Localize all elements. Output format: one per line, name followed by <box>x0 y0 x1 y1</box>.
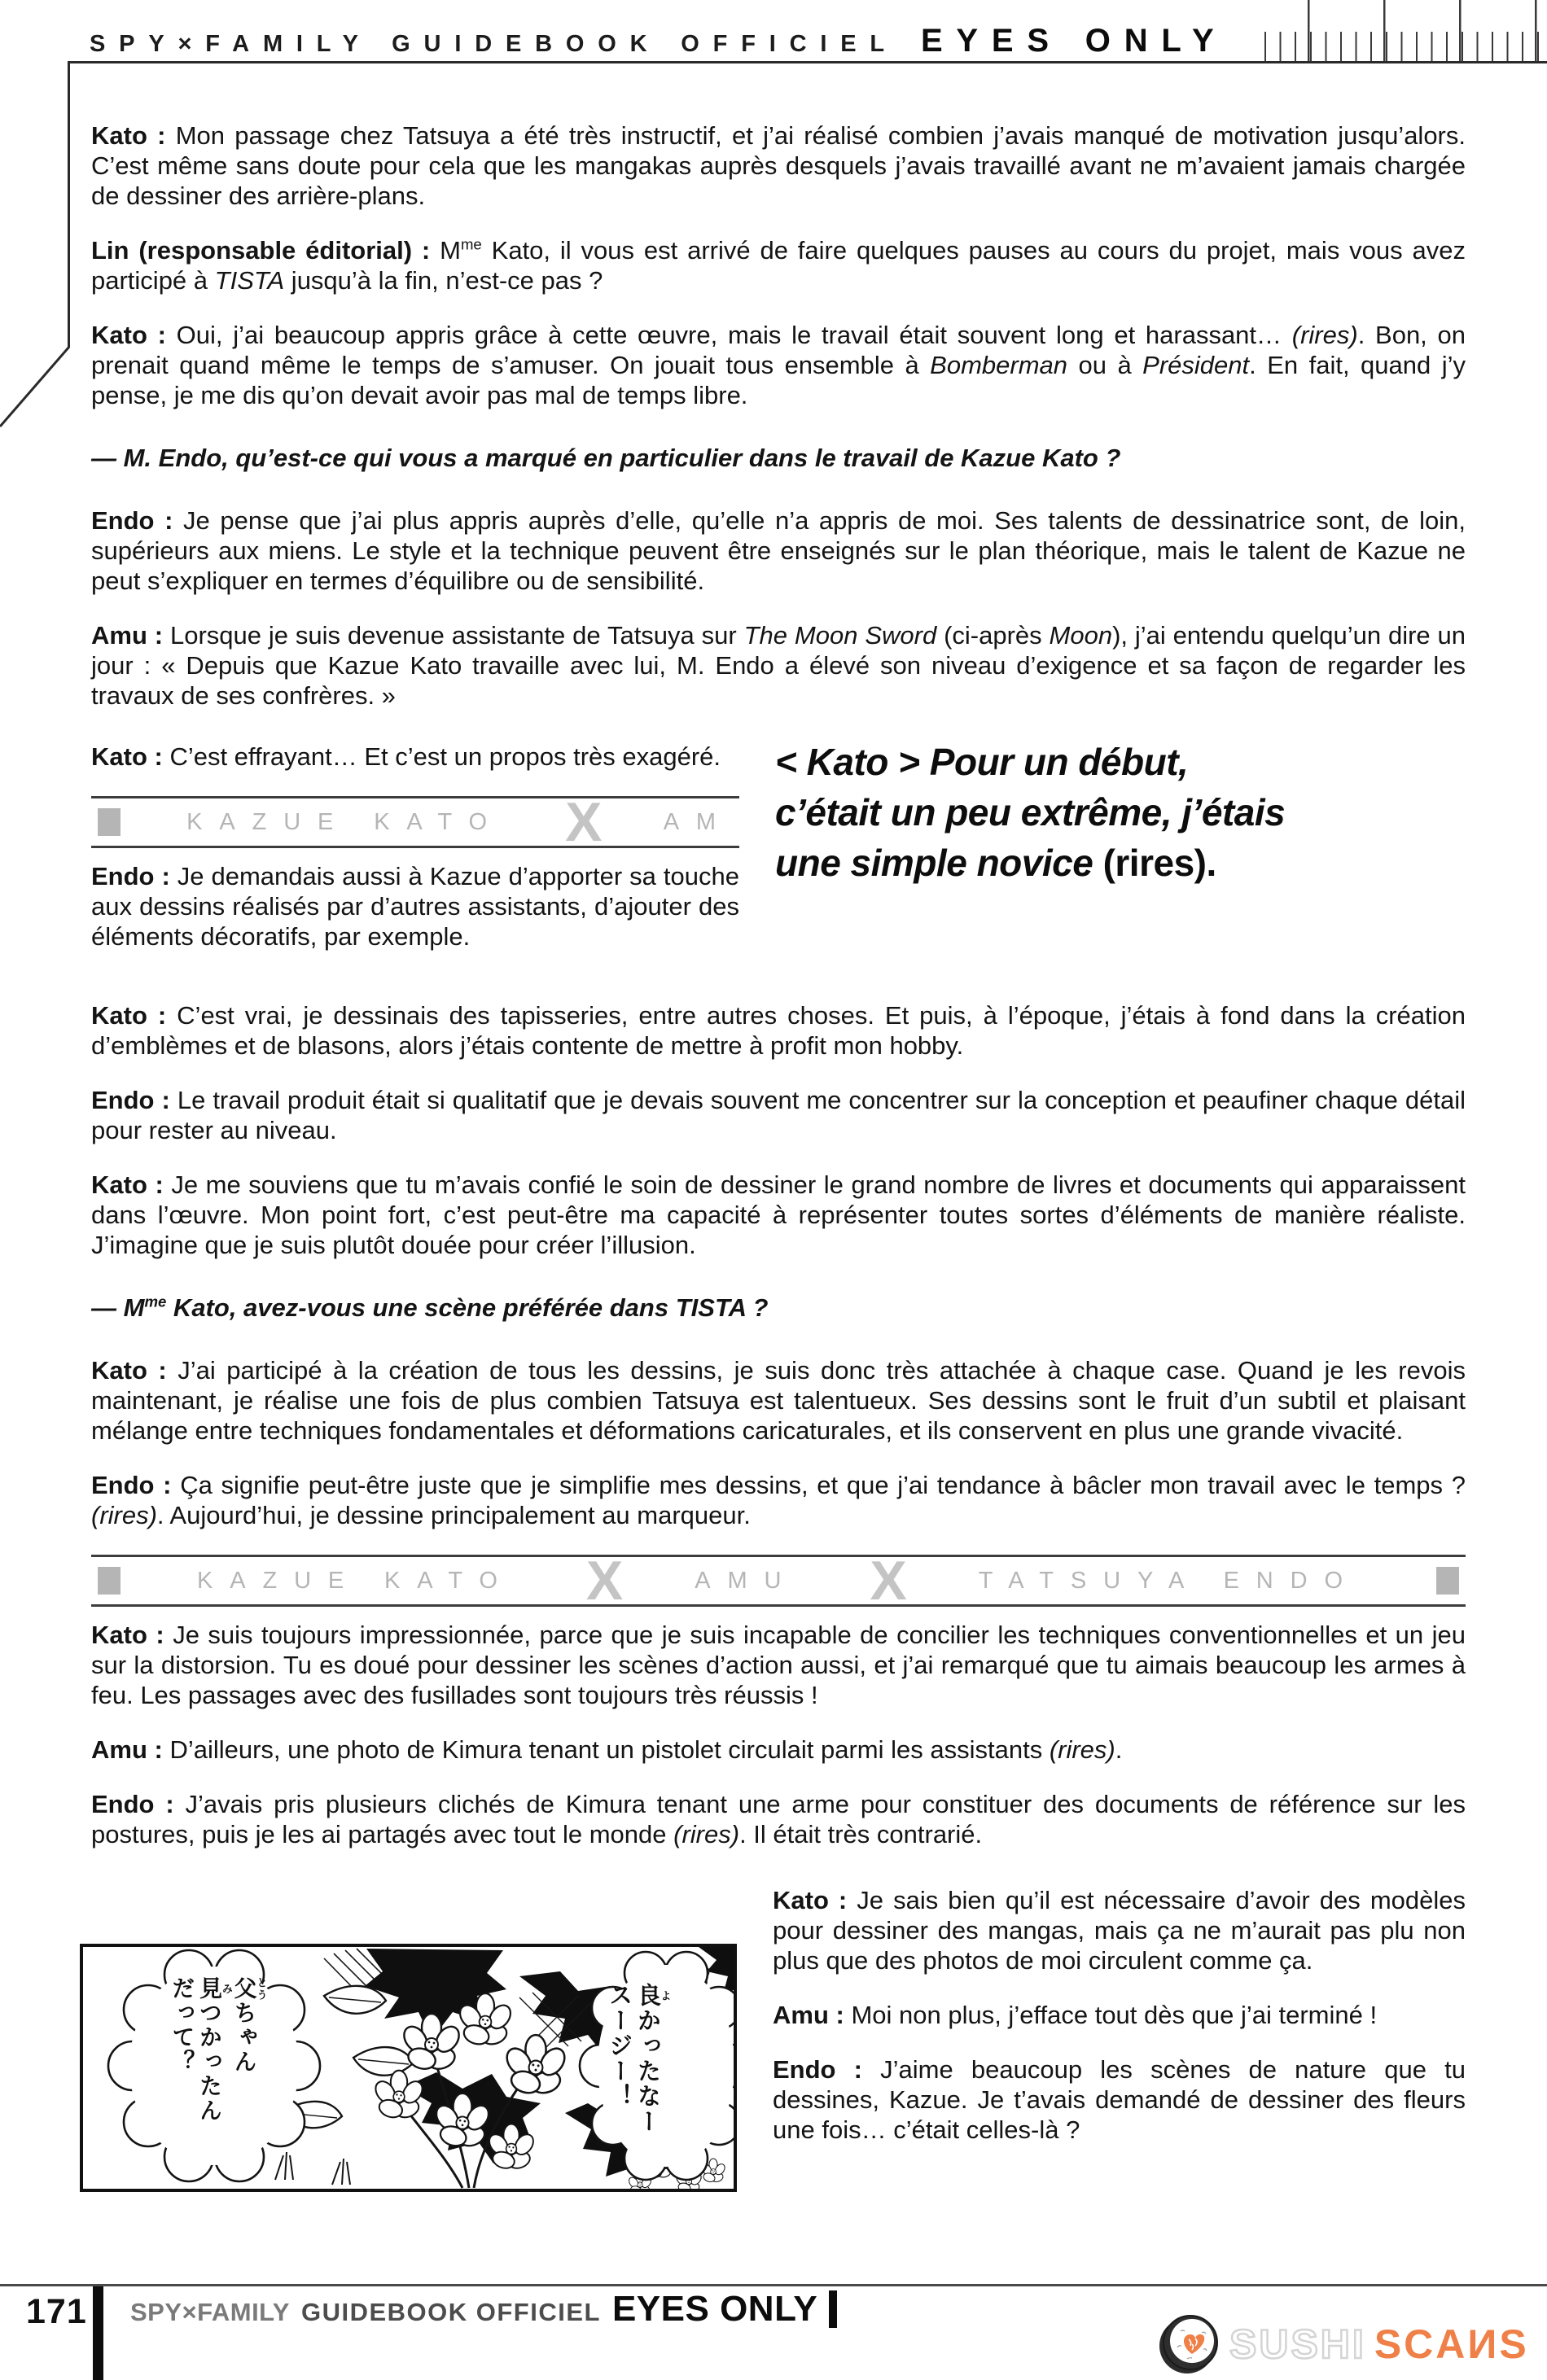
footer-eyes-only-stamp: EYES ONLY <box>611 2289 818 2329</box>
banner-name: TATSUYA ENDO <box>978 1567 1360 1594</box>
banner-name: KAZUE KATO <box>197 1567 515 1594</box>
text-segment: Ça signifie peut-être juste que je simplifie mes dessins, et que j’ai tendance à bâcler mon travail avec le temps ? <box>180 1471 1466 1499</box>
text-segment: me <box>144 1293 167 1310</box>
text-segment: The Moon Sword <box>743 621 937 650</box>
speaker-label: Endo : <box>91 1471 181 1499</box>
text-segment: J’avais pris plusieurs clichés de Kimura tenant une arme pour constituer des documents de référence sur les postures, puis je les ai partagés avec tout le monde <box>91 1790 1466 1848</box>
text-segment: Kato, avez-vous une scène préférée dans <box>166 1293 676 1322</box>
text-segment: (ci-après <box>936 621 1050 650</box>
speaker-label: Endo : <box>91 1086 177 1114</box>
speech-bubble-right-text: 良よかったなー スージー！ <box>606 1983 672 2134</box>
text-segment: Je demandais aussi à Kazue d’apporter sa touche aux dessins réalisés par d’autres assistants, d’ajouter des éléments décoratifs, par exemple. <box>91 862 739 951</box>
section-banner <box>91 791 739 853</box>
text-segment: (rires) <box>91 1501 157 1529</box>
interview-paragraph-endo <box>91 861 739 952</box>
header-rule <box>68 61 1547 63</box>
interview-top-blocks <box>91 120 1466 711</box>
footer-title-line <box>130 2289 837 2330</box>
speaker-label: Lin (responsable éditorial) : <box>91 236 440 265</box>
page-number: 171 <box>26 2292 87 2331</box>
text-segment: Bomberman <box>930 351 1068 379</box>
speaker-label: Kato : <box>91 742 170 771</box>
interview-paragraph-kato <box>91 320 1466 410</box>
speaker-label: Kato : <box>91 321 177 349</box>
banner-x-separator-icon: X <box>870 1550 907 1612</box>
text-segment: M <box>440 236 461 265</box>
scanlation-logo <box>1156 2312 1529 2377</box>
margin-diagonal-line <box>0 344 73 431</box>
interview-paragraph-endo <box>91 1789 1466 1849</box>
interview-paragraph-kato <box>91 1620 1466 1710</box>
banner-name: AM <box>663 808 733 835</box>
text-segment: Moon <box>1049 621 1113 650</box>
text-segment: (rires). <box>1102 842 1216 884</box>
bottom-right-column <box>773 1879 1466 2196</box>
ruler-ticks-tall-icon <box>1308 0 1545 61</box>
two-column-right <box>775 735 1466 976</box>
two-column-left <box>91 735 739 976</box>
text-segment: J’ai participé à la création de tous les dessins, je suis donc très attachée à chaque case. Quand je les revois maintenant, je réalise une fois de plus combien Tatsuya est talentueux. Ses dessins sont le fruit d’un subtil et plaisant mélange entre techniques fondamentales et déformations caricaturales, et ils conservent en plus une grande vivacité. <box>91 1356 1466 1445</box>
text-segment: (rires) <box>1291 321 1358 349</box>
interview-paragraph-kato <box>91 1000 1466 1061</box>
speaker-label: Amu : <box>773 2001 852 2029</box>
footer-end-bar <box>829 2290 837 2328</box>
interview-paragraph-endo <box>773 2054 1466 2145</box>
margin-vertical-line <box>68 61 70 348</box>
sushi-roll-icon <box>1156 2312 1221 2377</box>
speech-bubble-left-text: 父とうちゃん 見みつかったん だって？ <box>169 1976 268 2123</box>
interviewer-question <box>91 1293 1466 1323</box>
text-segment: J’aime beaucoup les scènes de nature que tu dessines, Kazue. Je t’avais demandé de dessiner des fleurs une fois… c’était celles-là ? <box>773 2055 1466 2144</box>
banner-x-separator-icon: X <box>565 791 603 853</box>
interview-paragraph-endo <box>91 1470 1466 1530</box>
interview-paragraph-endo <box>91 1085 1466 1145</box>
bottom-section <box>91 1879 1466 2196</box>
text-segment: Le travail produit était si qualitatif que je devais souvent me concentrer sur la conception et peaufiner chaque détail pour rester au niveau. <box>91 1086 1466 1144</box>
header-brand-title: SPY×FAMILY GUIDEBOOK OFFICIEL <box>90 31 898 57</box>
furigana-ruby: 良よ <box>634 1983 672 2008</box>
interview-paragraph-amu <box>773 2000 1466 2030</box>
text-segment: (rires) <box>1049 1735 1115 1764</box>
speaker-label: Endo : <box>91 862 177 890</box>
text-segment: D’ailleurs, une photo de Kimura tenant un pistolet circulait parmi les assistants <box>169 1735 1050 1764</box>
text-segment: . <box>1115 1735 1123 1764</box>
text-segment: TISTA <box>675 1293 746 1322</box>
speaker-label: Kato : <box>773 1886 857 1914</box>
text-segment: — M. Endo, qu’est-ce qui vous a marqué en particulier dans le travail de Kazue Kato ? <box>91 444 1121 472</box>
logo-word-sushi: SUSHI <box>1229 2321 1366 2367</box>
text-segment: Lorsque je suis devenue assistante de Tatsuya sur <box>169 621 744 650</box>
furigana-ruby: 見み <box>197 1976 233 2001</box>
page-header <box>90 23 1227 59</box>
footer-brand-subtitle: GUIDEBOOK OFFICIEL <box>300 2298 601 2326</box>
interview-mid-blocks <box>91 1000 1466 1849</box>
text-segment: . Bon, on prenait quand même le temps de s’amuser. On jouait tous ensemble à <box>91 321 1466 379</box>
interview-paragraph-kato <box>91 1355 1466 1446</box>
banner-x-separator-icon: X <box>585 1550 624 1612</box>
interview-paragraph-amu <box>91 620 1466 711</box>
text-segment: Je me souviens que tu m’avais confié le soin de dessiner le grand nombre de livres et documents qui apparaissent dans l’œuvre. Mon point fort, c’est peut-être ma capacité à représenter toutes sortes d’éléments de manière réaliste. J’imagine que je suis plutôt douée pour créer l’illusion. <box>91 1170 1466 1259</box>
speaker-label: Endo : <box>91 1790 186 1818</box>
header-eyes-only-stamp: EYES ONLY <box>920 23 1228 59</box>
interview-paragraph-amu <box>91 1735 1466 1765</box>
text-segment: ou à <box>1067 351 1143 379</box>
text-segment: TISTA <box>214 266 285 295</box>
text-segment: une simple novice <box>775 842 1103 884</box>
text-segment: ? <box>745 1293 769 1322</box>
pull-quote <box>775 737 1466 888</box>
banner-square-icon <box>1436 1567 1459 1595</box>
banner-name: AMU <box>695 1567 799 1594</box>
footer-rule <box>0 2284 1547 2286</box>
logo-word-scans: SCAИS <box>1374 2321 1529 2367</box>
interview-paragraph-kato <box>91 120 1466 211</box>
speaker-label: Kato : <box>91 1621 173 1649</box>
speaker-label: Kato : <box>91 1356 178 1385</box>
text-segment: . En fait, quand j’y pense, je me dis qu’on devait avoir pas mal de temps libre. <box>91 351 1466 409</box>
text-segment: c’était un peu extrême, j’étais <box>775 791 1286 833</box>
interview-paragraph-endo <box>91 505 1466 596</box>
speaker-label: Kato : <box>91 1001 177 1030</box>
speaker-label: Endo : <box>91 506 184 535</box>
interview-paragraph-kato <box>773 1885 1466 1975</box>
text-segment: — M <box>91 1293 145 1322</box>
speaker-label: Kato : <box>91 121 176 150</box>
interview-paragraph-kato <box>91 1170 1466 1260</box>
speaker-label: Endo : <box>773 2055 881 2084</box>
text-segment: . Il était très contrarié. <box>739 1820 983 1848</box>
text-segment: ), j’ai entendu quelqu’un dire un jour : « Depuis que Kazue Kato travaille avec lui, M. Endo a élevé son niveau d’exigence et sa façon de regarder les travaux de ses confrères. » <box>91 621 1466 710</box>
text-segment: jusqu’à la fin, n’est-ce pas ? <box>284 266 603 295</box>
text-segment: Je pense que j’ai plus appris auprès d’elle, qu’elle n’a appris de moi. Ses talents de dessinatrice sont, de loin, supérieurs aux miens. Le style et la technique peuvent être enseignés sur le plan théorique, mais le talent de Kazue ne peut s’expliquer en termes d’équilibre ou de sensibilité. <box>91 506 1466 595</box>
speaker-label: Amu : <box>91 621 170 650</box>
text-segment: Mon passage chez Tatsuya a été très instructif, et j’ai réalisé combien j’avais manqué de motivation jusqu’alors. C’est même sans doute pour cela que les mangakas auprès desquels j’avais travaillé avant ne m’avaient jamais chargée de dessiner des arrière-plans. <box>91 121 1466 210</box>
text-segment: Oui, j’ai beaucoup appris grâce à cette œuvre, mais le travail était souvent long et harassant… <box>176 321 1292 349</box>
interview-content <box>91 114 1466 2196</box>
text-segment: Moi non plus, j’efface tout dès que j’ai terminé ! <box>851 2001 1378 2029</box>
section-banner <box>91 1550 1466 1612</box>
text-segment: C’est effrayant… Et c’est un propos très exagéré. <box>169 742 721 771</box>
interview-paragraph-kato <box>91 742 739 772</box>
banner-name: KAZUE KATO <box>186 808 504 835</box>
interview-paragraph-lin-responsable-ditorial <box>91 235 1466 295</box>
text-segment: C’est vrai, je dessinais des tapisseries, entre autres choses. Et puis, à l’époque, j’étais à fond dans la création d’emblèmes et de blasons, alors j’étais contente de mettre à profit mon hobby. <box>91 1001 1466 1060</box>
speaker-label: Amu : <box>91 1735 170 1764</box>
text-segment: < Kato > Pour un début, <box>775 741 1189 783</box>
text-segment: Je sais bien qu’il est nécessaire d’avoir des modèles pour dessiner des mangas, mais ça ne m’aurait pas plu non plus que des photos de moi circulent comme ça. <box>773 1886 1466 1975</box>
interviewer-question <box>91 443 1466 473</box>
banner-square-icon <box>98 808 121 836</box>
text-segment: Je suis toujours impressionnée, parce que je suis incapable de concilier les techniques conventionnelles et un jeu sur la distorsion. Tu es doué pour dessiner les scènes d’action aussi, et j’ai remarqué que tu aimais beaucoup les armes à feu. Les passages avec des fusillades sont toujours très réussis ! <box>91 1621 1466 1709</box>
two-column-section <box>91 735 1466 976</box>
text-segment: . Aujourd’hui, je dessine principalement au marqueur. <box>156 1501 751 1529</box>
banner-square-icon <box>98 1567 121 1595</box>
text-segment: Président <box>1142 351 1250 379</box>
furigana-ruby: 父とう <box>231 1976 268 2001</box>
speaker-label: Kato : <box>91 1170 172 1199</box>
manga-panel <box>80 1944 737 2196</box>
footer-brand: SPY×FAMILY <box>130 2298 290 2326</box>
text-segment: me <box>460 235 482 253</box>
footer-vertical-bar <box>93 2286 103 2380</box>
text-segment: (rires) <box>673 1820 740 1848</box>
text-segment: Kato, il vous est arrivé de faire quelques pauses au cours du projet, mais vous avez participé à <box>91 236 1466 295</box>
